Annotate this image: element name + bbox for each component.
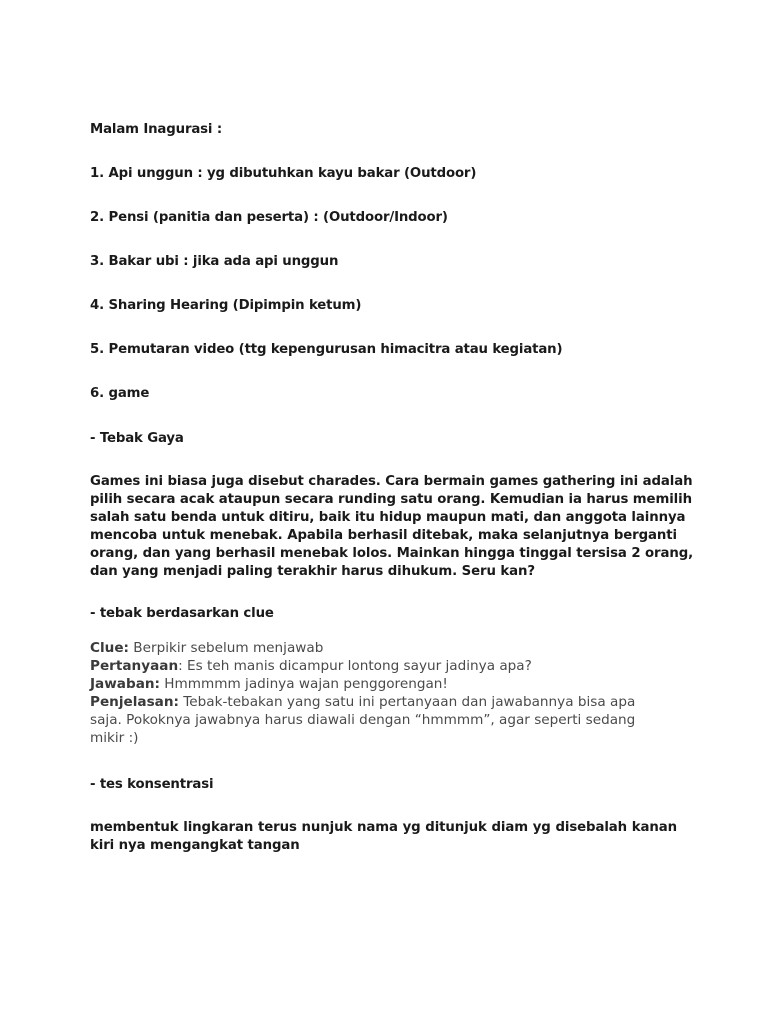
clue-text: Berpikir sebelum menjawab: [128, 640, 324, 656]
paragraph-line: kiri nya mengangkat tangan: [90, 838, 300, 854]
paragraph-line: pilih secara acak ataupun secara runding satu orang. Kemudian ia harus memilih: [90, 492, 692, 508]
pertanyaan-row: [90, 657, 677, 675]
paragraph-line: mencoba untuk menebak. Apabila berhasil ditebak, maka selanjutnya berganti: [90, 528, 677, 544]
section-heading-clue: - tebak berdasarkan clue: [90, 606, 274, 621]
konsentrasi-paragraph: [90, 819, 677, 855]
tebak-gaya-paragraph: [90, 473, 694, 582]
list-item: 5. Pemutaran video (ttg kepengurusan himacitra atau kegiatan): [90, 342, 563, 357]
penjelasan-row: [90, 693, 677, 711]
jawaban-label: Jawaban:: [90, 676, 160, 692]
clue-row: [90, 639, 677, 657]
paragraph-line: membentuk lingkaran terus nunjuk nama yg ditunjuk diam yg disebalah kanan: [90, 820, 677, 835]
paragraph-line: salah satu benda untuk ditiru, baik itu hidup maupun mati, dan anggota lainnya: [90, 510, 686, 526]
pertanyaan-text: : Es teh manis dicampur lontong sayur jadinya apa?: [178, 658, 532, 674]
clue-label: Clue:: [90, 640, 129, 656]
clue-block: [90, 639, 677, 747]
pertanyaan-label: Pertanyaan: [90, 658, 179, 674]
list-item: 1. Api unggun : yg dibutuhkan kayu bakar (Outdoor): [90, 166, 477, 181]
jawaban-row: [90, 675, 677, 693]
list-item: 3. Bakar ubi : jika ada api unggun: [90, 254, 339, 269]
penjelasan-line: mikir :): [90, 730, 139, 746]
paragraph-line: Games ini biasa juga disebut charades. Cara bermain games gathering ini adalah: [90, 474, 693, 489]
penjelasan-label: Penjelasan:: [90, 694, 179, 710]
section-heading-tebak-gaya: - Tebak Gaya: [90, 431, 184, 446]
document-title: Malam Inagurasi :: [90, 122, 222, 137]
list-item: 2. Pensi (panitia dan peserta) : (Outdoor/Indoor): [90, 210, 448, 225]
list-item: 4. Sharing Hearing (Dipimpin ketum): [90, 298, 362, 313]
paragraph-line: orang, dan yang berhasil menebak lolos. Mainkan hingga tinggal tersisa 2 orang,: [90, 546, 694, 562]
section-heading-konsentrasi: - tes konsentrasi: [90, 777, 214, 792]
list-item: 6. game: [90, 386, 150, 401]
penjelasan-text: Tebak-tebakan yang satu ini pertanyaan dan jawabannya bisa apa: [178, 694, 636, 710]
penjelasan-line: saja. Pokoknya jawabnya harus diawali dengan “hmmmm”, agar seperti sedang: [90, 712, 636, 728]
paragraph-line: dan yang menjadi paling terakhir harus dihukum. Seru kan?: [90, 564, 535, 580]
jawaban-text: Hmmmmm jadinya wajan penggorengan!: [159, 676, 448, 692]
